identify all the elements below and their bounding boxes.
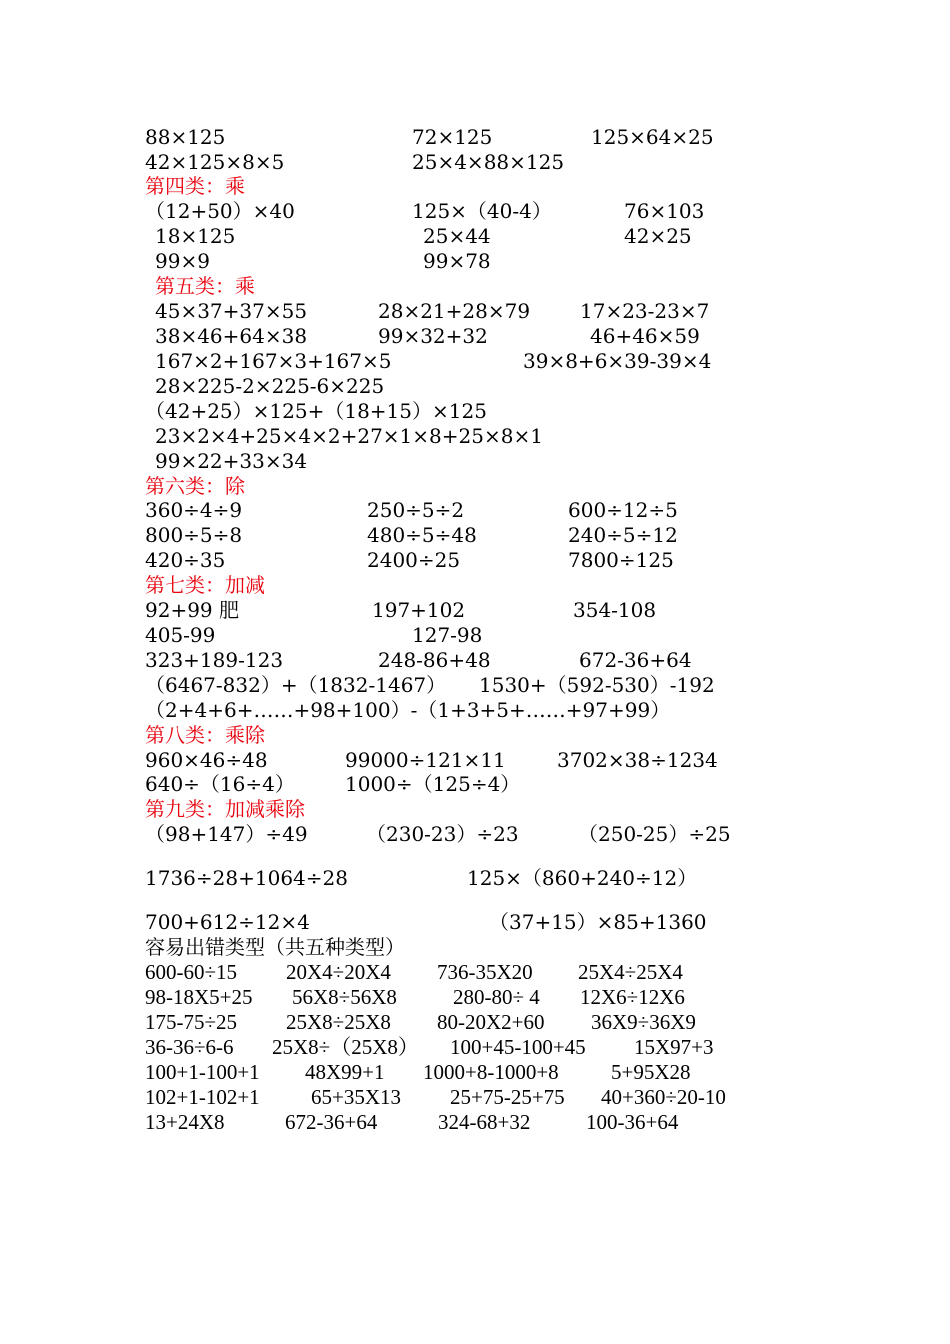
problem: （98+147）÷49 — [145, 822, 308, 846]
problem: 700+612÷12×4 — [145, 910, 310, 934]
problem: 99×9 — [155, 249, 210, 273]
problem: 100+45-100+45 — [450, 1035, 586, 1059]
problem: 99×78 — [423, 249, 491, 273]
problem: （37+15）×85+1360 — [489, 910, 707, 934]
problem: 640÷（16÷4） — [145, 772, 295, 796]
problem: 18×125 — [155, 224, 236, 248]
problem: 167×2+167×3+167×5 — [155, 349, 392, 373]
problem: （42+25）×125+（18+15）×125 — [145, 399, 487, 423]
section-heading: 容易出错类型（共五种类型） — [145, 935, 405, 959]
problem: 420÷35 — [145, 548, 226, 572]
problem: 48X99+1 — [305, 1060, 385, 1084]
problem: 15X97+3 — [634, 1035, 714, 1059]
problem: 13+24X8 — [145, 1110, 225, 1134]
problem: 76×103 — [624, 199, 705, 223]
problem: 125×（860+240÷12） — [467, 866, 698, 890]
section-heading: 第六类：除 — [145, 474, 245, 498]
problem: 248-86+48 — [378, 648, 491, 672]
problem: 39×8+6×39-39×4 — [523, 349, 712, 373]
problem: 17×23-23×7 — [580, 299, 710, 323]
problem: 127-98 — [412, 623, 483, 647]
problem: 25X4÷25X4 — [578, 960, 683, 984]
problem: 7800÷125 — [568, 548, 674, 572]
problem: （230-23）÷23 — [366, 822, 519, 846]
problem: 46+46×59 — [590, 324, 700, 348]
problem: 38×46+64×38 — [155, 324, 308, 348]
problem: 36X9÷36X9 — [591, 1010, 696, 1034]
problem: 36-36÷6-6 — [145, 1035, 234, 1059]
problem: 125×（40-4） — [412, 199, 552, 223]
problem: 360÷4÷9 — [145, 498, 243, 522]
problem: 42×125×8×5 — [145, 150, 285, 174]
problem: 960×46÷48 — [145, 748, 268, 772]
problem: 672-36+64 — [285, 1110, 378, 1134]
problem: 100+1-100+1 — [145, 1060, 260, 1084]
problem: 323+189-123 — [145, 648, 284, 672]
section-heading: 第八类：乘除 — [145, 723, 265, 747]
problem: 99000÷121×11 — [345, 748, 506, 772]
problem: 99×32+32 — [378, 324, 488, 348]
problem: 25+75-25+75 — [450, 1085, 565, 1109]
problem: 100-36+64 — [586, 1110, 679, 1134]
problem: 405-99 — [145, 623, 216, 647]
problem: 240÷5÷12 — [568, 523, 678, 547]
problem: （6467-832）+（1832-1467） — [145, 673, 447, 697]
problem: 5+95X28 — [611, 1060, 691, 1084]
problem: 92+99 肥 — [145, 598, 240, 622]
problem: （250-25）÷25 — [578, 822, 731, 846]
problem: 1000+8-1000+8 — [423, 1060, 559, 1084]
problem: 1736÷28+1064÷28 — [145, 866, 348, 890]
problem: 736-35X20 — [437, 960, 533, 984]
problem: （2+4+6+……+98+100）-（1+3+5+……+97+99） — [145, 698, 671, 722]
problem: 125×64×25 — [591, 125, 714, 149]
problem: 28×225-2×225-6×225 — [155, 374, 385, 398]
problem: 99×22+33×34 — [155, 449, 308, 473]
problem: 25×44 — [423, 224, 491, 248]
section-heading: 第五类：乘 — [155, 274, 255, 298]
problem: 20X4÷20X4 — [286, 960, 391, 984]
problem: 280-80÷ 4 — [453, 985, 540, 1009]
problem: 23×2×4+25×4×2+27×1×8+25×8×1 — [155, 424, 543, 448]
problem: 28×21+28×79 — [378, 299, 531, 323]
problem: 250÷5÷2 — [367, 498, 465, 522]
problem: 25×4×88×125 — [412, 150, 565, 174]
problem: 25X8÷（25X8） — [272, 1035, 419, 1059]
problem: 2400÷25 — [367, 548, 461, 572]
problem: 12X6÷12X6 — [580, 985, 685, 1009]
problem: 800÷5÷8 — [145, 523, 243, 547]
problem: 1530+（592-530）-192 — [479, 673, 715, 697]
section-heading: 第七类：加减 — [145, 573, 265, 597]
problem: 88×125 — [145, 125, 226, 149]
problem: 40+360÷20-10 — [601, 1085, 726, 1109]
problem: 600-60÷15 — [145, 960, 238, 984]
problem: 354-108 — [573, 598, 657, 622]
problem: 324-68+32 — [438, 1110, 531, 1134]
section-heading: 第九类：加减乘除 — [145, 797, 305, 821]
problem: 197+102 — [372, 598, 466, 622]
problem: 42×25 — [624, 224, 692, 248]
problem: 3702×38÷1234 — [557, 748, 718, 772]
problem: 98-18X5+25 — [145, 985, 253, 1009]
problem: 80-20X2+60 — [437, 1010, 545, 1034]
problem: 56X8÷56X8 — [292, 985, 397, 1009]
problem: 480÷5÷48 — [367, 523, 477, 547]
problem: 1000÷（125÷4） — [345, 772, 521, 796]
problem: 45×37+37×55 — [155, 299, 308, 323]
problem: 175-75÷25 — [145, 1010, 238, 1034]
section-heading: 第四类：乘 — [145, 174, 245, 198]
problem: 672-36+64 — [579, 648, 692, 672]
problem: 72×125 — [412, 125, 493, 149]
problem: 102+1-102+1 — [145, 1085, 260, 1109]
problem: 25X8÷25X8 — [286, 1010, 391, 1034]
problem: 600÷12÷5 — [568, 498, 678, 522]
problem: 65+35X13 — [311, 1085, 402, 1109]
problem: （12+50）×40 — [145, 199, 295, 223]
